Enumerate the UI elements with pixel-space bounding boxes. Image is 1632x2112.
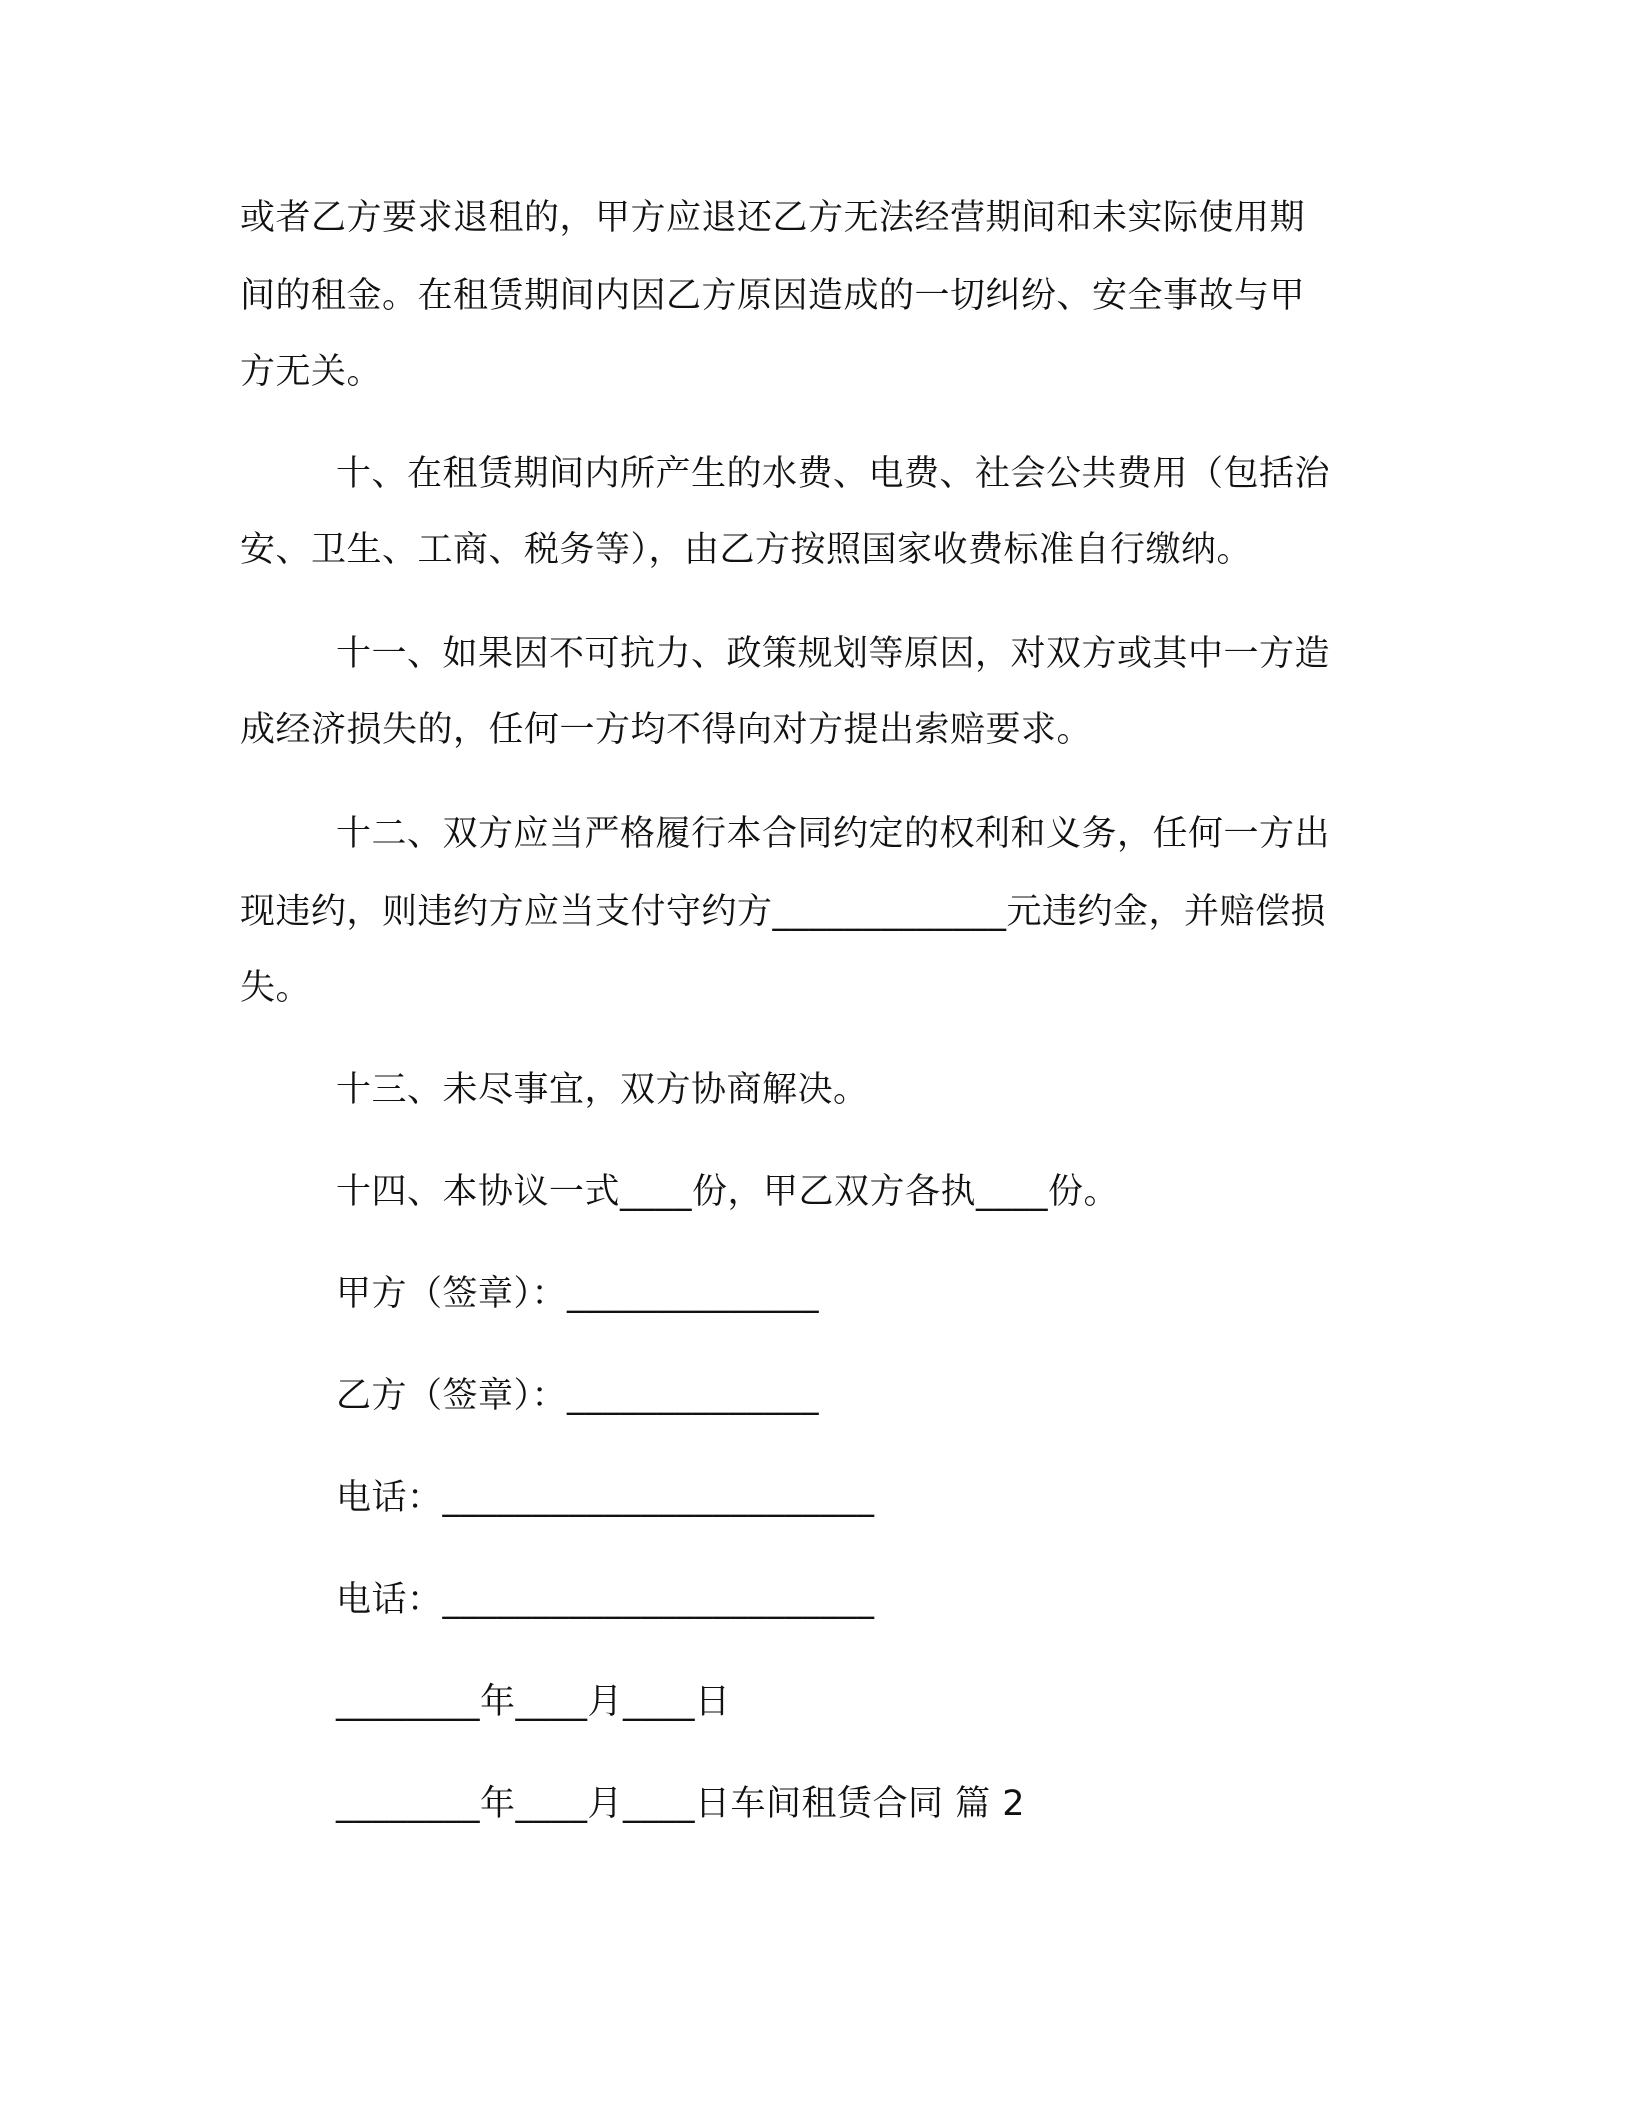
clause-12-line-3: 失。: [240, 968, 312, 1008]
clause-10-line-1: 十、在租赁期间内所产生的水费、电费、社会公共费用（包括治: [336, 454, 1331, 494]
clause-12-line-2: 现违约，则违约方应当支付守约方_____________元违约金，并赔偿损: [240, 892, 1327, 932]
party-b-signature: 乙方（签章）：______________: [336, 1376, 820, 1416]
clause-11-line-1: 十一、如果因不可抗力、政策规划等原因，对双方或其中一方造: [336, 634, 1331, 674]
date-line: ________年____月____日: [336, 1682, 731, 1722]
clause-12-line-1: 十二、双方应当严格履行本合同约定的权利和义务，任何一方出: [336, 814, 1331, 854]
paragraph-9-line-1: 或者乙方要求退租的，甲方应退还乙方无法经营期间和未实际使用期: [240, 198, 1306, 238]
date-and-next-contract-title: ________年____月____日车间租赁合同 篇 2: [336, 1784, 1026, 1824]
phone-line-1: 电话：________________________: [336, 1478, 875, 1518]
party-a-signature: 甲方（签章）：______________: [336, 1274, 820, 1314]
paragraph-9-line-3: 方无关。: [240, 352, 383, 392]
clause-10-line-2: 安、卫生、工商、税务等），由乙方按照国家收费标准自行缴纳。: [240, 530, 1253, 570]
phone-line-2: 电话：________________________: [336, 1580, 875, 1620]
clause-11-line-2: 成经济损失的，任何一方均不得向对方提出索赔要求。: [240, 710, 1093, 750]
paragraph-9-line-2: 间的租金。在租赁期间内因乙方原因造成的一切纠纷、安全事故与甲: [240, 276, 1306, 316]
clause-13: 十三、未尽事宜，双方协商解决。: [336, 1070, 869, 1110]
clause-14: 十四、本协议一式____份，甲乙双方各执____份。: [336, 1172, 1120, 1212]
